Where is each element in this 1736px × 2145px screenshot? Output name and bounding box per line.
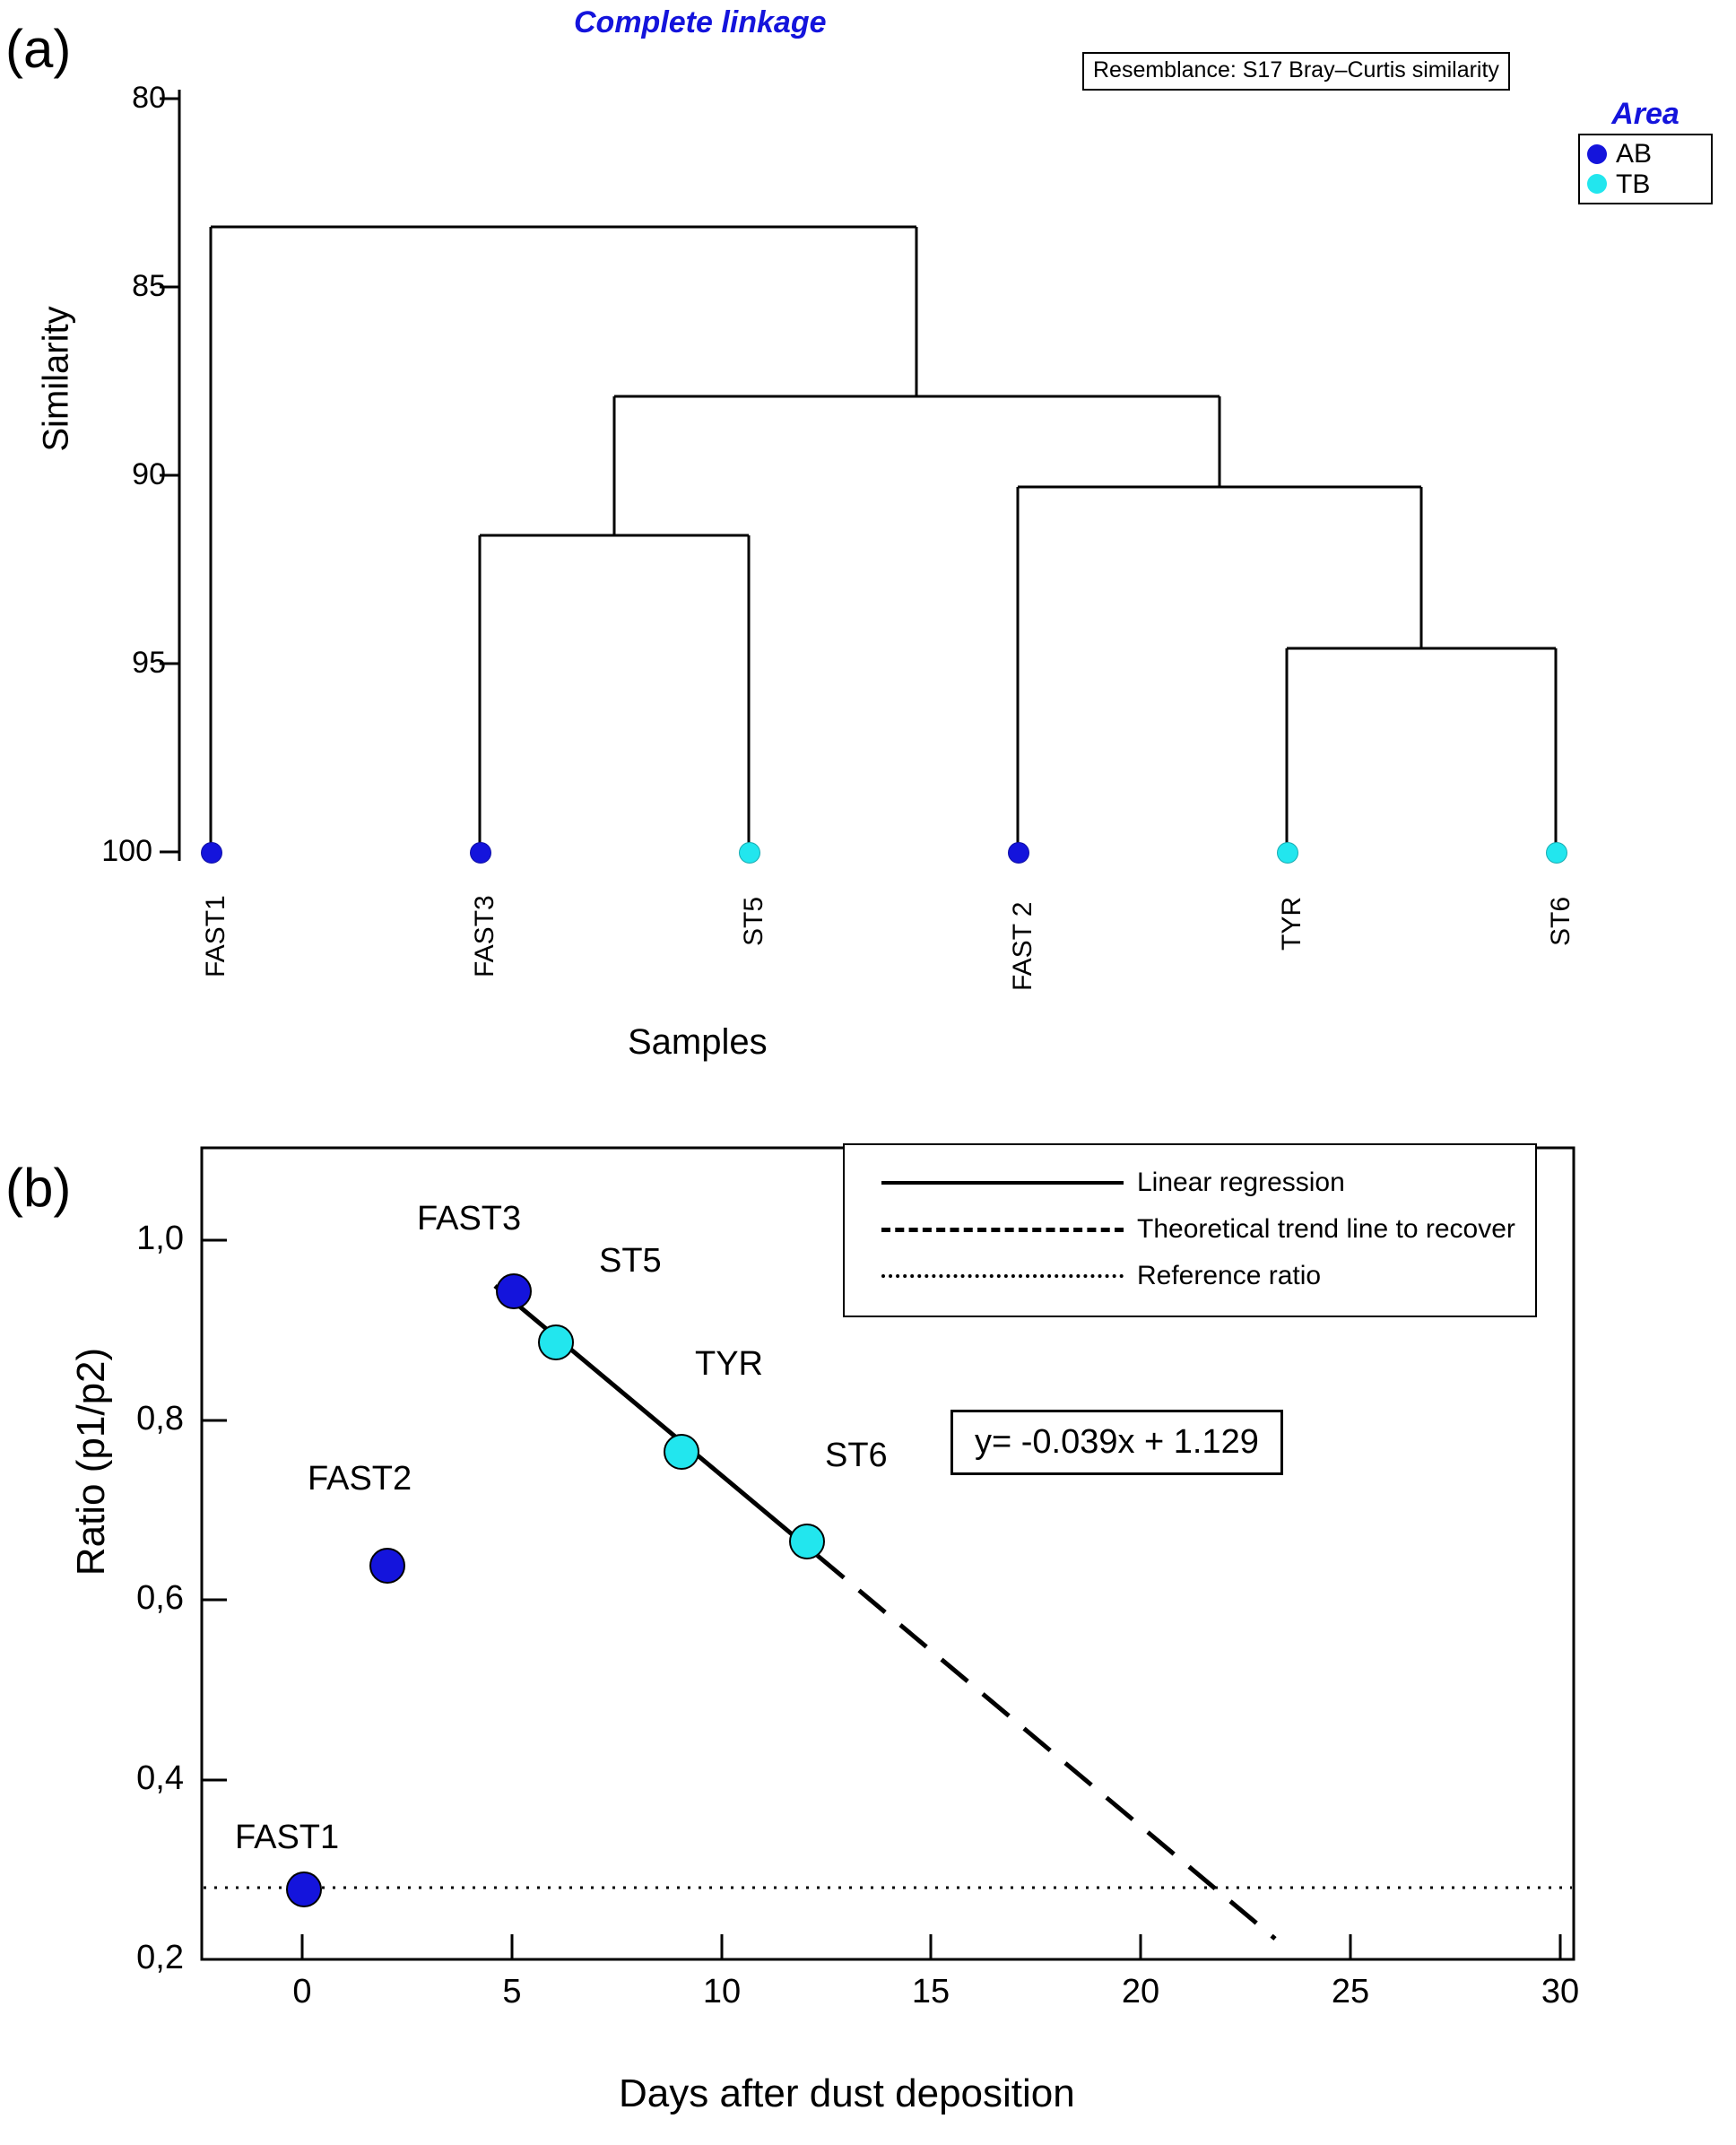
leaf-dot-fast1 [201,842,222,864]
point-label-st6: ST6 [825,1437,888,1474]
leaf-label-st5: ST5 [739,896,768,946]
legend-label-theoretical-trend: Theoretical trend line to recover [1137,1214,1515,1244]
scatter-xtick-20: 20 [1121,1973,1160,2010]
regression-equation-box: y= -0.039x + 1.129 [950,1410,1283,1475]
legend-label-tb: TB [1616,169,1651,199]
scatter-ytick-1-0: 1,0 [136,1220,184,1257]
leaf-label-st6: ST6 [1546,896,1575,946]
area-legend-title: Area [1611,97,1680,131]
legend-row-theoretical-trend [845,1206,1535,1253]
scatter-x-axis-title: Days after dust deposition [619,2071,1075,2115]
dendrogram-ytick-85: 85 [132,269,166,303]
point-label-st5: ST5 [599,1242,662,1280]
legend-line-dotted-icon [868,1274,1137,1278]
scatter-panel [0,1121,1736,2145]
leaf-dot-st6 [1546,842,1567,864]
dendrogram-title: Complete linkage [574,5,827,39]
point-label-fast2: FAST2 [308,1460,412,1498]
point-fast1 [286,1871,322,1907]
leaf-dot-fast2 [1008,842,1029,864]
scatter-ytick-0-8: 0,8 [136,1400,184,1437]
point-fast2 [369,1548,405,1584]
dendrogram-ytick-95: 95 [132,646,166,680]
legend-line-dashed-icon [868,1228,1137,1232]
leaf-label-tyr: TYR [1277,897,1306,951]
legend-row-linear-regression [845,1159,1535,1206]
scatter-xtick-10: 10 [702,1973,742,2010]
panel-b-label: (b) [5,1158,72,1218]
point-st5 [538,1324,574,1360]
panel-a-label: (a) [5,19,72,79]
point-fast3 [496,1273,532,1309]
leaf-dot-st5 [739,842,760,864]
scatter-y-axis-title: Ratio (p1/p2) [69,1347,113,1576]
legend-label-ab: AB [1616,139,1653,169]
legend-label-linear-regression: Linear regression [1137,1168,1345,1197]
leaf-dot-tyr [1277,842,1298,864]
scatter-xtick-0: 0 [292,1973,312,2010]
scatter-ytick-0-2: 0,2 [136,1939,184,1976]
point-label-tyr: TYR [695,1345,763,1383]
scatter-xtick-15: 15 [911,1973,950,2010]
legend-label-reference-ratio: Reference ratio [1137,1261,1322,1290]
legend-line-solid-icon [868,1181,1137,1185]
scatter-legend [843,1143,1537,1317]
scatter-ytick-0-6: 0,6 [136,1579,184,1617]
dendrogram-ytick-100: 100 [101,834,152,868]
leaf-dot-fast3 [470,842,491,864]
dendrogram-x-axis-title: Samples [628,1022,768,1062]
dendrogram-y-axis-title: Similarity [36,306,76,452]
resemblance-box: Resemblance: S17 Bray–Curtis similarity [1082,52,1510,91]
point-tyr [664,1434,699,1470]
point-label-fast1-visible: FAST1 [235,1819,340,1856]
leaf-label-fast1: FAST1 [201,895,230,977]
scatter-ytick-0-4: 0,4 [136,1759,184,1797]
point-label-fast3: FAST3 [417,1200,522,1238]
dendrogram-ytick-80: 80 [132,81,166,115]
leaf-label-fast3: FAST3 [470,895,499,977]
dendrogram-ytick-90: 90 [132,457,166,491]
scatter-xtick-30: 30 [1541,1973,1580,2010]
scatter-xtick-25: 25 [1331,1973,1370,2010]
point-st6 [789,1524,825,1559]
leaf-label-fast2: FAST 2 [1008,901,1037,991]
scatter-xtick-5: 5 [502,1973,522,2010]
legend-row-reference-ratio [845,1253,1535,1299]
